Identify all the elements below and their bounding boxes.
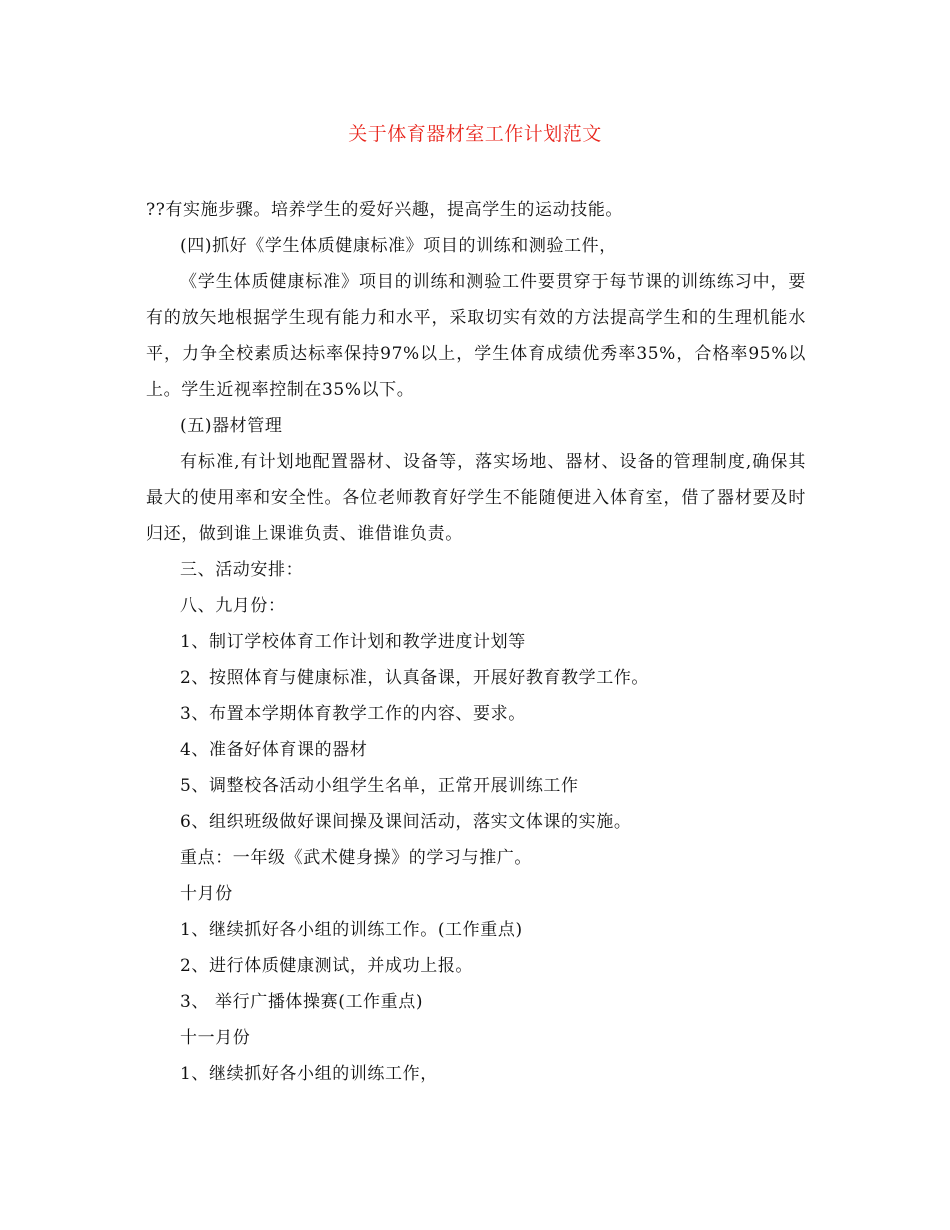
key-point: 重点：一年级《武术健身操》的学习与推广。 [180, 848, 532, 868]
list-item: 3、 举行广播体操赛(工作重点) [180, 992, 424, 1012]
document-title: 关于体育器材室工作计划范文 [348, 123, 602, 145]
list-item: 6、组织班级做好课间操及课间活动，落实文体课的实施。 [180, 812, 632, 832]
list-item: 4、准备好体育课的器材 [180, 740, 368, 760]
paragraph: 《学生体质健康标准》项目的训练和测验工件要贯穿于每节课的训练练习中，要有的放矢地根据学生现有能力和水平，采取切实有效的方法提高学生和的生理机能水平，力争全校素质达标率保持97%以上，学生体育成绩优秀率35%，合格率95%以上。学生近视率控制在35%以下。 [146, 272, 806, 400]
section-heading: 三、活动安排： [180, 560, 304, 580]
month-heading: 十一月份 [180, 1028, 251, 1048]
paragraph: 有标准,有计划地配置器材、设备等，落实场地、器材、设备的管理制度,确保其最大的使用率和安全性。各位老师教育好学生不能随便进入体育室，借了器材要及时归还，做到谁上课谁负责、谁借谁负责。 [146, 452, 806, 544]
section-heading: (四)抓好《学生体质健康标准》项目的训练和测验工件， [180, 236, 617, 256]
list-item: 2、进行体质健康测试，并成功上报。 [180, 956, 474, 976]
list-item: 1、继续抓好各小组的训练工作， [180, 1064, 438, 1084]
list-item: 5、调整校各活动小组学生名单，正常开展训练工作 [180, 776, 579, 796]
document-body [146, 192, 806, 1092]
list-item: 1、继续抓好各小组的训练工作。(工作重点) [180, 920, 523, 940]
paragraph: ??有实施步骤。培养学生的爱好兴趣，提高学生的运动技能。 [146, 200, 624, 220]
month-heading: 十月份 [180, 884, 233, 904]
list-item: 3、布置本学期体育教学工作的内容、要求。 [180, 704, 526, 724]
list-item: 1、制订学校体育工作计划和教学进度计划等 [180, 632, 526, 652]
month-heading: 八、九月份： [180, 596, 286, 616]
list-item: 2、按照体育与健康标准，认真备课，开展好教育教学工作。 [180, 668, 650, 688]
section-heading: (五)器材管理 [180, 416, 283, 436]
